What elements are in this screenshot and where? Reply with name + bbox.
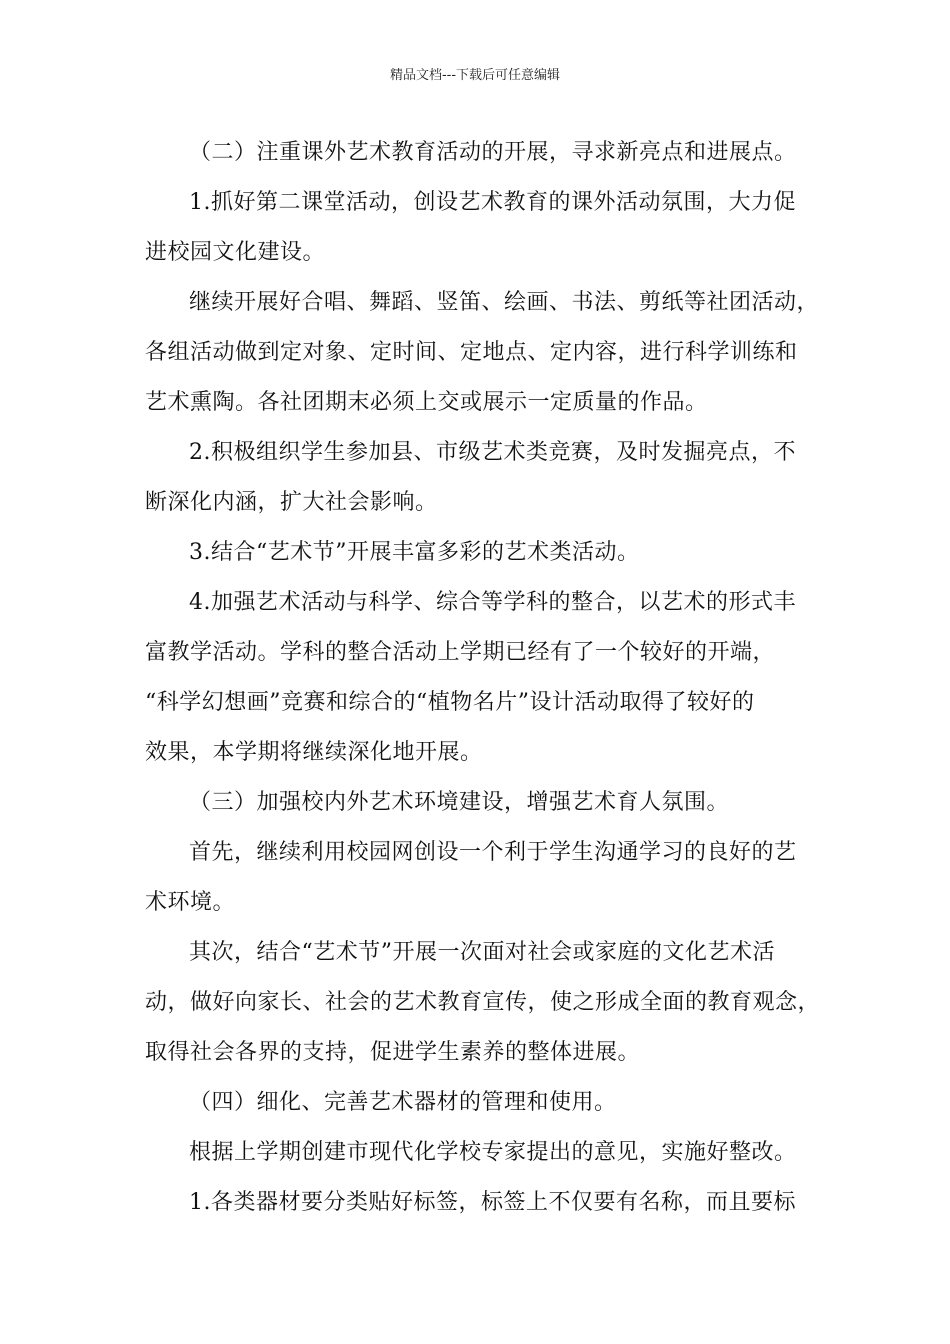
text-line: 继续开展好合唱、舞蹈、竖笛、绘画、书法、剪纸等社团活动， xyxy=(189,290,820,315)
text-line: 1.各类器材要分类贴好标签，标签上不仅要有名称，而且要标 xyxy=(189,1190,796,1215)
text-line: （四）细化、完善艺术器材的管理和使用。 xyxy=(189,1090,617,1115)
text-line: 4.加强艺术活动与科学、综合等学科的整合，以艺术的形式丰 xyxy=(189,590,796,615)
text-line: （二）注重课外艺术教育活动的开展，寻求新亮点和进展点。 xyxy=(189,140,797,165)
text-line: （三）加强校内外艺术环境建设，增强艺术育人氛围。 xyxy=(189,790,730,815)
text-line: 3.结合“艺术节”开展丰富多彩的艺术类活动。 xyxy=(189,540,640,565)
text-line: 艺术熏陶。各社团期末必须上交或展示一定质量的作品。 xyxy=(145,390,708,415)
text-line: 根据上学期创建市现代化学校专家提出的意见，实施好整改。 xyxy=(189,1140,797,1165)
text-line: 进校园文化建设。 xyxy=(145,240,326,265)
page-header: 精品文档---下载后可任意编辑 xyxy=(389,68,561,83)
text-line: 首先，继续利用校园网创设一个利于学生沟通学习的良好的艺 xyxy=(189,840,797,865)
text-line: 1.抓好第二课堂活动，创设艺术教育的课外活动氛围，大力促 xyxy=(189,190,796,215)
text-line: 术环境。 xyxy=(145,890,236,915)
text-line: 2.积极组织学生参加县、市级艺术类竞赛，及时发掘亮点，不 xyxy=(189,440,796,465)
text-line: 其次，结合“艺术节”开展一次面对社会或家庭的文化艺术活 xyxy=(189,940,775,965)
text-line: “科学幻想画”竞赛和综合的“植物名片”设计活动取得了较好的 xyxy=(145,690,755,715)
text-line: 动，做好向家长、社会的艺术教育宣传，使之形成全面的教育观念， xyxy=(145,990,821,1015)
text-line: 富教学活动。学科的整合活动上学期已经有了一个较好的开端， xyxy=(145,640,776,665)
text-line: 断深化内涵，扩大社会影响。 xyxy=(145,490,438,515)
document-body xyxy=(145,128,821,1228)
text-line: 取得社会各界的支持，促进学生素养的整体进展。 xyxy=(145,1040,641,1065)
text-line: 效果，本学期将继续深化地开展。 xyxy=(145,740,483,765)
text-line: 各组活动做到定对象、定时间、定地点、定内容，进行科学训练和 xyxy=(145,340,798,365)
